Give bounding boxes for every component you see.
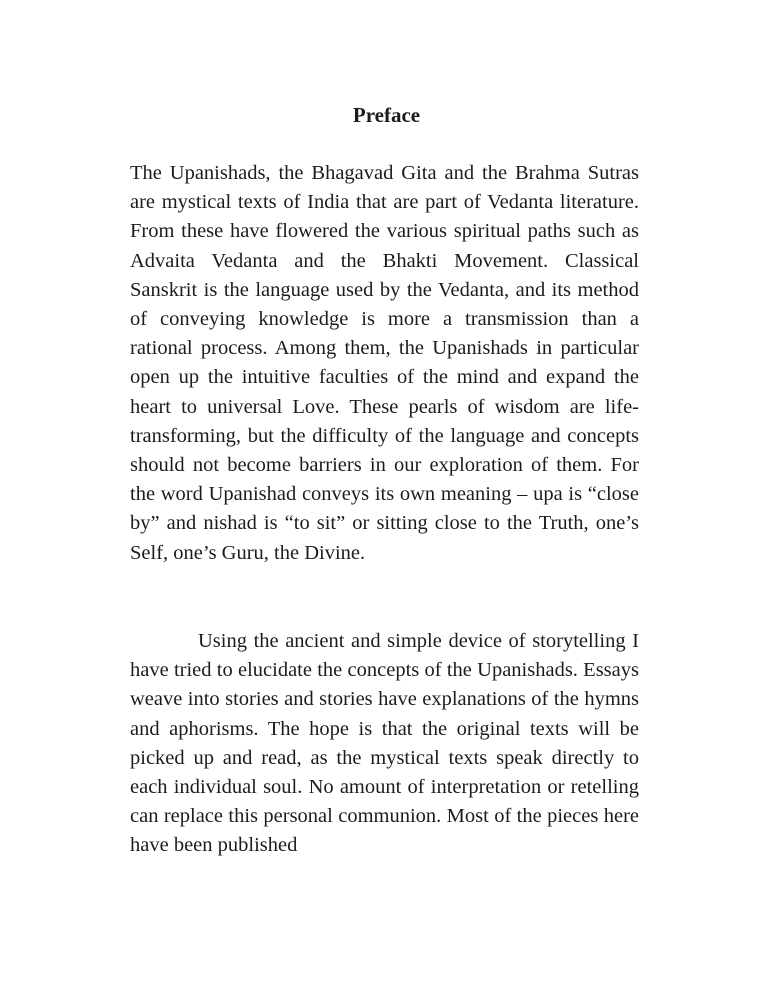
page-title: Preface bbox=[352, 103, 421, 127]
paragraph-1: The Upanishads, the Bhagavad Gita and the Brahma Sutras are mystical texts of India that are part of Vedanta literature. From these have flowered the various spiritual paths such as Advaita Vedanta and the Bhakti Movement. Classical Sanskrit is the language used by the Vedanta, and its method of conveying knowledge is more a transmission than a rational process. Among them, the Upanishads in particular open up the intuitive faculties of the mind and expand the heart to universal Love. These pearls of wisdom are life-transforming, but the difficulty of the language and concepts should not become barriers in our exploration of them. For the word Upanishad conveys its own meaning – upa is “close by” and nishad is “to sit” or sitting close to the Truth, one’s Self, one’s Guru, the Divine. bbox=[130, 162, 639, 564]
paragraph-2: Using the ancient and simple device of storytelling I have tried to elucidate the concepts of the Upanishads. Essays weave into stories and stories have explanations of the hymns and aphorisms. The hope is that the original texts will be picked up and read, as the mystical texts speak directly to each individual soul. No amount of interpretation or retelling can replace this personal communion. Most of the pieces here have been published bbox=[130, 630, 639, 857]
